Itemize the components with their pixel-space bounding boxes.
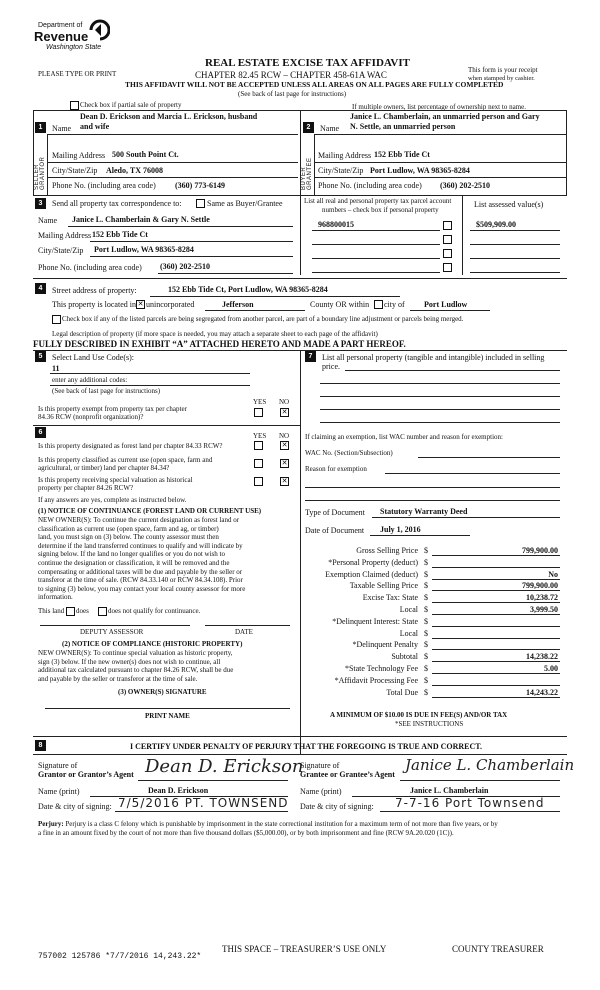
personal-property-label-2: price. — [322, 362, 340, 371]
forest-land-question: Is this property designated as forest land per chapter 84.33 RCW? — [38, 442, 223, 450]
personal-property-checkbox-4[interactable] — [443, 263, 452, 272]
grantee-signature: Janice L. Chamberlain — [405, 756, 575, 774]
grantee-date-city: 7-7-16 Port Townsend — [395, 796, 545, 810]
corr-city-label: City/State/Zip — [38, 246, 84, 255]
multi-owner-note: If multiple owners, list percentage of ownership next to name. — [352, 103, 526, 111]
does-not-label: does not qualify for continuance. — [108, 607, 201, 615]
tax-row-underline — [432, 555, 560, 556]
grantor-mailing: 500 South Point Ct. — [112, 150, 179, 159]
land-use-code: 11 — [52, 364, 60, 373]
section-8-number: 8 — [35, 740, 46, 751]
exempt-no-checkbox[interactable]: ✕ — [281, 408, 288, 416]
notice-continuance-line: continue the designation or classification, it will be removed and the — [38, 559, 230, 567]
doc-type-label: Type of Document — [305, 508, 365, 517]
forest-yes-checkbox[interactable] — [254, 441, 263, 450]
tax-row-dollar: $ — [424, 557, 428, 567]
land-use-seeback: (See back of last page for instructions) — [52, 387, 161, 395]
tax-row-label: Total Due — [386, 687, 418, 697]
unincorporated-checkbox[interactable]: ✕ — [137, 300, 144, 308]
tax-row-label: *Delinquent Penalty — [352, 640, 418, 650]
tax-row-label: Taxable Selling Price — [349, 581, 418, 591]
wac-label: WAC No. (Section/Subsection) — [305, 449, 393, 457]
tax-row-value: No — [548, 569, 558, 579]
notice-compliance-title: (2) NOTICE OF COMPLIANCE (HISTORIC PROPERTY) — [62, 640, 243, 648]
grantor-phone-label: Phone No. (including area code) — [52, 181, 156, 190]
tax-row-dollar: $ — [424, 616, 428, 626]
land-use-label: Select Land Use Code(s): — [52, 353, 134, 362]
doc-type: Statutory Warranty Deed — [380, 507, 468, 516]
notice-compliance-line: sign (3) below. If the new owner(s) does not wish to continue, all — [38, 657, 221, 666]
personal-property-checkbox-3[interactable] — [443, 249, 452, 258]
corr-mailing: 152 Ebb Tide Ct — [92, 230, 148, 239]
section-3-number: 3 — [35, 198, 46, 209]
tax-row-value: 799,900.00 — [522, 546, 558, 555]
receipt-note-2: when stamped by cashier. — [468, 75, 535, 82]
grantor-city: Aledo, TX 76008 — [106, 166, 163, 175]
see-instructions-note: *SEE INSTRUCTIONS — [395, 720, 464, 728]
tax-row-label: Local — [399, 605, 418, 614]
county-treasurer-label: COUNTY TREASURER — [452, 944, 544, 954]
assessor-date-label: DATE — [235, 628, 253, 636]
partial-sale-label: Check box if partial sale of property — [80, 101, 182, 109]
grantor-mailing-label: Mailing Address — [52, 151, 106, 160]
section-2-number: 2 — [303, 122, 314, 133]
see-back-note: (See back of last page for instructions) — [238, 90, 347, 98]
located-label: This property is located in — [52, 300, 136, 309]
tax-row-value: 5.00 — [544, 664, 558, 673]
does-not-qualify-checkbox[interactable] — [98, 607, 107, 616]
seller-grantor-label: SELLER GRANTOR — [34, 156, 46, 190]
parcel-number: 968800015 — [318, 220, 354, 229]
deputy-assessor-label: DEPUTY ASSESSOR — [80, 628, 144, 636]
parcel-header-1: List all real and personal property tax parcel account — [304, 197, 452, 205]
print-name-label: PRINT NAME — [145, 712, 190, 720]
legal-description-label: Legal description of property (if more space is needed, you may attach a separate sheet to each page of the affidavit) — [52, 330, 378, 338]
grantee-name-print: Janice L. Chamberlain — [410, 786, 489, 795]
if-yes-instruction: If any answers are yes, complete as instructed below. — [38, 496, 187, 504]
current-use-yes-checkbox[interactable] — [254, 459, 263, 468]
tax-row-dollar: $ — [424, 652, 428, 662]
notice-continuance-line: NEW OWNER(S): To continue the current designation as forest land or — [38, 516, 240, 524]
this-land-label: This land — [38, 607, 65, 615]
grantor-date-label: Date & city of signing: — [38, 802, 112, 811]
reason-label: Reason for exemption — [305, 465, 367, 473]
grantee-name-label: Name — [320, 124, 340, 133]
personal-property-checkbox-2[interactable] — [443, 235, 452, 244]
exhibit-a-text: FULLY DESCRIBED IN EXHIBIT “A” ATTACHED HERETO AND MADE A PART HEREOF. — [33, 339, 406, 349]
logo-dept: Department of — [38, 22, 83, 29]
logo-state: Washington State — [46, 44, 102, 51]
sec6-no-header: NO — [279, 432, 290, 440]
section-4-number: 4 — [35, 283, 46, 294]
assessed-header: List assessed value(s) — [474, 200, 544, 209]
does-label: does — [76, 607, 89, 615]
historic-yes-checkbox[interactable] — [254, 477, 263, 486]
tax-row-dollar: $ — [424, 605, 428, 614]
corr-mailing-label: Mailing Address — [38, 231, 92, 240]
grantor-name-line1: Dean D. Erickson and Marcia L. Erickson, husband — [80, 112, 258, 121]
tax-row-label: Exemption Claimed (deduct) — [325, 569, 418, 579]
tax-row-dollar: $ — [424, 581, 428, 591]
tax-row-dollar: $ — [424, 593, 428, 603]
perjury-text-1: Perjury is a class C felony which is punishable by imprisonment in the state correctional institution for a maximum term of not more than five years, or by — [63, 820, 498, 828]
section-5-number: 5 — [35, 351, 46, 362]
grantor-signature-label: Signature of — [38, 761, 78, 770]
personal-property-checkbox-1[interactable] — [443, 221, 452, 230]
logo-emblem-icon — [88, 18, 110, 42]
corr-name: Janice L. Chamberlain & Gary N. Settle — [72, 215, 210, 224]
tax-row-underline — [432, 685, 560, 686]
corr-city: Port Ludlow, WA 98365-8284 — [94, 245, 194, 254]
tax-row-label: *Delinquent Interest: State — [332, 616, 418, 626]
current-use-question-1: Is this property classified as current use (open space, farm and — [38, 456, 213, 464]
tax-row-dollar: $ — [424, 664, 428, 673]
tax-row-underline — [432, 567, 560, 568]
sec5-yes-header: YES — [253, 398, 267, 406]
treasurer-use-only: THIS SPACE – TREASURER’S USE ONLY — [222, 944, 387, 954]
partial-sale-checkbox[interactable] — [70, 101, 79, 110]
perjury-line-1 — [38, 820, 498, 828]
grantor-name-line2: and wife — [80, 122, 110, 131]
tax-row-dollar: $ — [424, 675, 428, 685]
notice-compliance-line: NEW OWNER(S): To continue special valuation as historic property, — [38, 649, 233, 657]
tax-row-underline — [432, 673, 560, 674]
section-1-number: 1 — [35, 122, 46, 133]
doc-date: July 1, 2016 — [380, 525, 421, 534]
section-6-number: 6 — [35, 427, 46, 438]
grantee-phone: (360) 202-2510 — [440, 181, 490, 190]
notice-continuance-line: compensating or additional taxes will be due and payable by the seller or — [38, 567, 243, 576]
grantee-mailing-label: Mailing Address — [318, 151, 372, 160]
grantor-name-label: Name — [52, 124, 72, 133]
tax-row-label: *Personal Property (deduct) — [328, 557, 418, 567]
grantor-city-label: City/State/Zip — [52, 166, 98, 175]
grantor-signature: Dean D. Erickson — [145, 756, 304, 777]
notice-continuance-line: determine if the land transferred continues to qualify and will indicate by — [38, 541, 243, 550]
current-use-question-2: agricultural, or timber) land per chapter 84.34? — [38, 464, 170, 472]
minimum-due-note: A MINIMUM OF $10.00 IS DUE IN FEE(S) AND/OR TAX — [330, 711, 508, 719]
notice-continuance-line: transferor at the time of sale. (RCW 84.33.140 or RCW 84.34.108). Prior — [38, 576, 243, 585]
exempt-question-1: Is this property exempt from property tax per chapter — [38, 405, 187, 413]
tax-row-underline — [432, 579, 560, 580]
tax-row-label: Gross Selling Price — [356, 546, 418, 555]
notice-compliance-line: and payable by the seller or transferor at the time of sale. — [38, 674, 198, 683]
does-qualify-checkbox[interactable] — [66, 607, 75, 616]
notice-continuance-line: signing below. If the land no longer qualifies or you do not wish to — [38, 550, 225, 559]
grantee-name-line2: N. Settle, an unmarried person — [350, 122, 456, 131]
form-warning: THIS AFFIDAVIT WILL NOT BE ACCEPTED UNLESS ALL AREAS ON ALL PAGES ARE FULLY COMPLETED — [125, 80, 504, 89]
tax-row-value: 14,238.22 — [526, 652, 558, 662]
tax-row-dollar: $ — [424, 640, 428, 650]
county-label: County OR within — [310, 300, 370, 309]
forest-no-checkbox[interactable]: ✕ — [281, 441, 288, 449]
sec6-yes-header: YES — [253, 432, 267, 440]
certify-statement: I CERTIFY UNDER PENALTY OF PERJURY THAT THE FOREGOING IS TRUE AND CORRECT. — [130, 742, 483, 751]
perjury-text-2: a fine in an amount fixed by the court of not more than five thousand dollars ($5,000.00), or by both imprisonment and fine (RCW 9A.20.020 (1C)). — [38, 829, 454, 837]
segregated-label: Check box if any of the listed parcels are being segregated from another parcel, are part of a boundary line adjustment or parcels being merged. — [62, 315, 464, 323]
tax-row-underline — [432, 661, 560, 662]
historic-question-2: property per chapter 84.26 RCW? — [38, 484, 134, 492]
property-street: 152 Ebb Tide Ct, Port Ludlow, WA 98365-8284 — [168, 285, 328, 294]
doc-date-label: Date of Document — [305, 526, 365, 535]
corr-name-label: Name — [38, 216, 58, 225]
perjury-label: Perjury: — [38, 820, 64, 828]
tax-row-label: Excise Tax: State — [362, 593, 418, 603]
grantee-phone-label: Phone No. (including area code) — [318, 181, 422, 190]
tax-row-value: 14,243.22 — [526, 687, 558, 697]
notice-continuance-line: information. — [38, 593, 73, 602]
grantee-name-line1: Janice L. Chamberlain, an unmarried person and Gary — [350, 112, 540, 121]
tax-row-dollar: $ — [424, 628, 428, 638]
current-use-no-checkbox[interactable]: ✕ — [281, 459, 288, 467]
corr-phone-label: Phone No. (including area code) — [38, 263, 142, 272]
logo-name: Revenue — [34, 29, 89, 44]
assessed-value: $509,909.00 — [476, 220, 516, 229]
tax-row-value: 3,999.50 — [530, 605, 558, 614]
tax-row-value: 799,900.00 — [522, 581, 558, 591]
street-label: Street address of property: — [52, 286, 137, 295]
tax-row-dollar: $ — [424, 687, 428, 697]
notice-compliance-line: additional tax calculated pursuant to chapter 84.26 RCW, shall be due — [38, 666, 234, 675]
exempt-question-2: 84.36 RCW (nonprofit organization)? — [38, 413, 144, 421]
city-of-label: city of — [384, 300, 405, 309]
grantor-name-print-label: Name (print) — [38, 787, 80, 796]
notice-continuance-title: (1) NOTICE OF CONTINUANCE (FOREST LAND OR CURRENT USE) — [38, 507, 262, 515]
historic-no-checkbox[interactable]: ✕ — [281, 477, 288, 485]
tax-row-underline — [432, 602, 560, 603]
grantee-city-label: City/State/Zip — [318, 166, 364, 175]
grantor-phone: (360) 773-6149 — [175, 181, 225, 190]
grantee-agent-label: Grantee or Grantee’s Agent — [300, 770, 395, 779]
send-correspondence-label: Send all property tax correspondence to: — [52, 199, 182, 208]
treasurer-stamp: 757002 125786 *7/7/2016 14,243.22* — [38, 952, 202, 961]
tax-row-dollar: $ — [424, 546, 428, 555]
parcel-header-2: numbers – check box if personal property — [322, 206, 439, 214]
corr-phone: (360) 202-2510 — [160, 262, 210, 271]
city-of-checkbox[interactable] — [374, 300, 383, 309]
county-name: Jefferson — [222, 300, 254, 309]
city-name: Port Ludlow — [424, 300, 468, 309]
grantor-date-city: 7/5/2016 PT. TOWNSEND — [118, 796, 289, 810]
form-subtitle: CHAPTER 82.45 RCW – CHAPTER 458-61A WAC — [195, 70, 387, 80]
notice-continuance-line: to signing (3) below, you may contact your local county assessor for more — [38, 584, 246, 593]
tax-row-underline — [432, 626, 560, 627]
segregated-checkbox[interactable] — [52, 315, 61, 324]
notice-continuance-line: classification as current use (open space, farm and ag, or timber) — [38, 524, 219, 533]
please-type: PLEASE TYPE OR PRINT — [38, 70, 117, 78]
tax-row-underline — [432, 697, 560, 698]
additional-codes-label: enter any additional codes: — [52, 376, 128, 384]
section-7-number: 7 — [305, 351, 316, 362]
grantor-name-print: Dean D. Erickson — [148, 786, 209, 795]
receipt-note-1: This form is your receipt — [468, 66, 538, 74]
sec5-no-header: NO — [279, 398, 290, 406]
grantor-agent-label: Grantor or Grantor’s Agent — [38, 770, 134, 779]
tax-row-value: 10,238.72 — [526, 593, 558, 603]
tax-row-underline — [432, 649, 560, 650]
grantee-city: Port Ludlow, WA 98365-8284 — [370, 166, 470, 175]
same-as-buyer-checkbox[interactable] — [196, 199, 205, 208]
tax-row-underline — [432, 638, 560, 639]
grantee-mailing: 152 Ebb Tide Ct — [374, 150, 430, 159]
tax-row-underline — [432, 614, 560, 615]
tax-row-label: *State Technology Fee — [344, 664, 418, 673]
buyer-grantee-label: BUYER GRANTEE — [301, 157, 313, 190]
grantee-date-label: Date & city of signing: — [300, 802, 374, 811]
tax-row-label: Subtotal — [391, 652, 418, 662]
tax-row-underline — [432, 590, 560, 591]
notice-continuance-line: land, you must sign on (3) below. The county assessor must then — [38, 533, 219, 542]
personal-property-label-1: List all personal property (tangible and intangible) included in selling — [322, 353, 545, 362]
exempt-yes-checkbox[interactable] — [254, 408, 263, 417]
historic-question-1: Is this property receiving special valuation as historical — [38, 476, 193, 484]
tax-row-label: *Affidavit Processing Fee — [334, 675, 418, 685]
same-as-buyer-label: Same as Buyer/Grantee — [207, 199, 283, 208]
unincorporated-label: unincorporated — [146, 300, 195, 309]
exemption-claim-label: If claiming an exemption, list WAC number and reason for exemption: — [305, 433, 503, 441]
grantee-name-print-label: Name (print) — [300, 787, 342, 796]
owner-signature-title: (3) OWNER(S) SIGNATURE — [118, 688, 207, 696]
tax-row-dollar: $ — [424, 569, 428, 579]
form-title: REAL ESTATE EXCISE TAX AFFIDAVIT — [205, 57, 410, 69]
tax-row-label: Local — [399, 628, 418, 638]
grantee-signature-label: Signature of — [300, 761, 340, 770]
